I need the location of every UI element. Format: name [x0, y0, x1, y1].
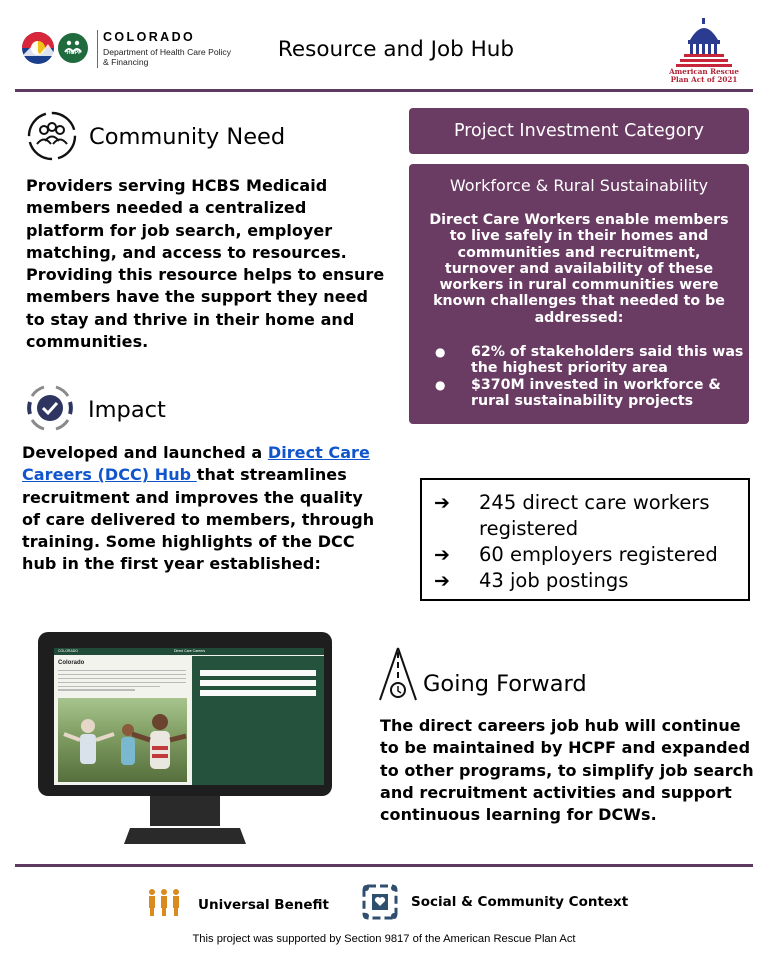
arrow-right-icon: ➔: [434, 570, 450, 592]
list-item: [434, 542, 744, 568]
list-item: [434, 568, 744, 594]
screen-brand: COLORADO: [58, 649, 79, 653]
bullet-icon: ●: [435, 345, 446, 359]
bullet-icon: ●: [435, 377, 446, 392]
screen-sidebar-panel: [192, 656, 324, 785]
community-need-title: Community Need: [89, 124, 286, 150]
going-forward-body: The direct careers job hub will continue to be maintained by HCPF and expanded to other programs, to simplify job search and recruitment activities and support continuous learning for DCWs.: [380, 716, 754, 825]
screen-field: [200, 680, 316, 686]
agency-dept: Department of Health Care Policy & Financing: [103, 47, 232, 67]
stat-text: 43 job postings: [479, 569, 629, 592]
dcc-hub-screenshot: [54, 648, 324, 785]
screen-field: [200, 690, 316, 696]
header-divider: [15, 89, 753, 92]
investment-bullets: [427, 344, 745, 409]
legend-universal-benefit: Universal Benefit: [198, 897, 329, 913]
highlights-box: [420, 478, 750, 601]
community-icon: [26, 110, 78, 162]
impact-body: [22, 442, 384, 576]
capitol-icon: [668, 14, 740, 70]
stat-text: 245 direct care workers registered: [479, 491, 710, 540]
impact-body-prefix: Developed and launched a: [22, 443, 268, 462]
agency-name: [103, 30, 233, 67]
impact-check-icon: [24, 382, 76, 434]
footer-note: This project was supported by Section 9817 of the American Rescue Plan Act: [192, 933, 576, 945]
investment-title: Workforce & Rural Sustainability: [449, 176, 709, 195]
community-need-body: Providers serving HCBS Medicaid members needed a centralized platform for job search, employer matching, and access to resources. Providing this resource helps to ensure members have the support they need to stay and thrive in their home and communities.: [26, 176, 385, 352]
agency-word: COLORADO: [103, 30, 196, 44]
arrow-right-icon: ➔: [434, 544, 450, 566]
investment-body: Direct Care Workers enable members to live safely in their homes and communities and recruitment, turnover and availability of these workers in rural communities were known challenges that needed to be addressed:: [429, 212, 729, 326]
going-forward-title: Going Forward: [423, 671, 587, 697]
footer-divider: [15, 864, 753, 867]
screen-panel-label: Direct Care Careers: [174, 649, 206, 653]
screen-text-lines: [58, 670, 186, 693]
colorado-logo: [20, 30, 92, 66]
logo-divider: [97, 30, 98, 68]
caregivers-photo: [58, 698, 187, 782]
screen-heading: Colorado: [58, 660, 85, 666]
universal-benefit-icon: [146, 888, 182, 918]
screen-field: [200, 670, 316, 676]
screen-topbar: [54, 648, 324, 655]
list-item: ● 62% of stakeholders said this was the highest priority area: [435, 344, 744, 377]
page-title: Resource and Job Hub: [277, 37, 515, 62]
impact-title: Impact: [88, 397, 166, 423]
hcpf-badge: HCPF: [66, 50, 82, 56]
stat-text: 60 employers registered: [479, 543, 718, 566]
colorado-c-icon: [20, 30, 92, 66]
dcc-hub-link[interactable]: Direct Care Careers (DCC) Hub: [22, 443, 370, 485]
arrow-right-icon: ➔: [434, 492, 450, 514]
road-forward-icon: [378, 646, 418, 702]
social-community-icon: [362, 884, 398, 920]
list-item: ● $370M invested in workforce & rural sustainability projects: [435, 376, 721, 409]
legend-social-community: Social & Community Context: [411, 894, 629, 910]
impact-body-suffix: that streamlines recruitment and improves the quality of care delivered to members, through training. Some highlights of the DCC hub in the first year established:: [22, 465, 375, 574]
investment-card: [409, 164, 749, 424]
arp-caption: American Rescue Plan Act of 2021: [669, 67, 739, 84]
list-item: [434, 490, 744, 542]
investment-category-header: Project Investment Category: [409, 108, 749, 154]
